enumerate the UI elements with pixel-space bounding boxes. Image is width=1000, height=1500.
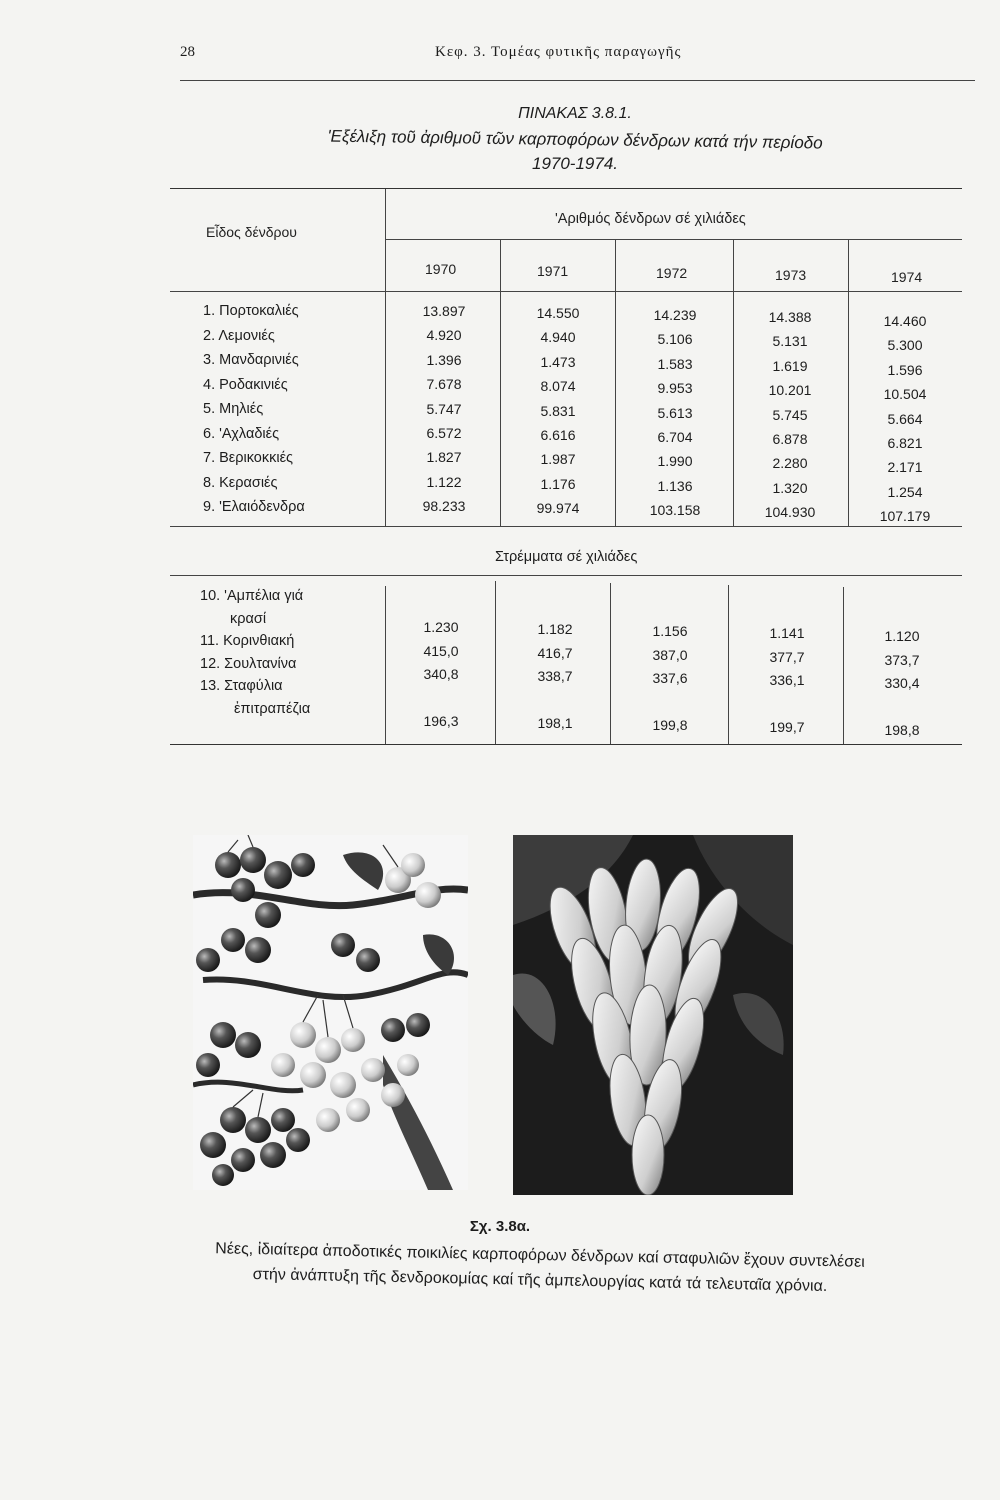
table-divider (733, 239, 734, 526)
table-cell: 7.678 (426, 376, 462, 393)
vine-name: 10. 'Αμπέλια γιά (200, 588, 304, 604)
table-divider (170, 291, 962, 292)
section-label-stremmata: Στρέμματα σέ χιλιάδες (495, 549, 638, 565)
table-cell: 338,7 (537, 668, 573, 684)
table-cell: 8.074 (540, 378, 576, 395)
table-cell: 9.953 (657, 380, 693, 397)
table-cell: 5.745 (772, 406, 808, 423)
cherries-illustration (193, 835, 468, 1190)
table-cell: 1.990 (657, 453, 693, 470)
table-cell: 103.158 (649, 502, 701, 519)
table-cell: 1.182 (537, 621, 573, 637)
year-header: 1970 (425, 261, 457, 277)
table-cell: 1.254 (887, 483, 923, 500)
year-header: 1972 (656, 265, 688, 281)
vine-column-1971 (505, 618, 605, 735)
table-cell: 199,8 (652, 716, 688, 733)
year-header: 1973 (775, 267, 807, 283)
table-cell: 5.106 (657, 331, 693, 348)
table-cell: 336,1 (769, 672, 805, 688)
table-divider (500, 239, 501, 526)
table-cell: 1.583 (657, 355, 693, 372)
value-column-1971 (508, 301, 608, 521)
table-cell: 340,8 (423, 666, 459, 682)
vine-name: κρασί (230, 610, 267, 627)
table-cell: 4.920 (426, 327, 462, 344)
table-cell: 14.239 (653, 307, 697, 323)
column-header-tree-type: Εἶδος δένδρου (206, 224, 297, 240)
grapes-illustration (513, 835, 793, 1195)
table-divider (385, 586, 386, 744)
table-cell: 377,7 (769, 648, 805, 665)
table-cell: 10.201 (768, 382, 812, 399)
table-divider (848, 239, 849, 526)
year-header: 1974 (891, 269, 923, 285)
table-cell: 14.388 (768, 309, 812, 325)
vine-name: ἐπιτραπέζια (234, 700, 311, 717)
table-cell: 6.616 (540, 427, 576, 444)
tree-name: 6. 'Αχλαδιές (203, 425, 280, 442)
tree-name: 4. Ροδακινιές (203, 376, 288, 393)
table-cell: 6.878 (772, 431, 808, 448)
table-cell: 1.176 (540, 475, 576, 492)
table-cell: 330,4 (884, 675, 920, 691)
table-cell: 104.930 (764, 504, 816, 521)
vine-name: 12. Σουλτανίνα (200, 655, 297, 672)
vine-name: 11. Κορινθιακή (200, 633, 295, 650)
table-cell: 5.747 (426, 400, 462, 417)
table-cell: 13.897 (422, 303, 466, 319)
table-cell: 196,3 (423, 712, 459, 729)
table-divider (495, 581, 496, 744)
figure-caption-line-2: στήν ἀνάπτυξη τῆς δενδροκομίας καί τῆς ἀμπελουργίας κατά τά τελευταῖα χρόνια. (252, 1265, 828, 1296)
table-title-line-1: 'Εξέλιξη τοῦ ἀριθμοῦ τῶν καρποφόρων δένδρων κατά τήν περίοδο (327, 126, 823, 153)
table-divider (610, 583, 611, 744)
table-divider (385, 189, 386, 314)
table-cell: 199,7 (769, 718, 805, 735)
table-cell: 1.987 (540, 451, 576, 468)
table-cell: 4.940 (540, 329, 576, 346)
table-cell: 14.460 (883, 313, 927, 329)
table-cell: 198,8 (884, 721, 920, 738)
table-divider (728, 585, 729, 744)
table-cell: 14.550 (536, 305, 580, 321)
vine-name: 13. Σταφύλια (200, 678, 283, 695)
table-cell: 1.619 (772, 357, 808, 374)
table-cell: 1.122 (426, 473, 462, 490)
table-cell: 99.974 (536, 500, 580, 517)
year-header: 1971 (537, 263, 569, 279)
table-cell: 387,0 (652, 646, 688, 663)
table-cell: 1.136 (657, 477, 693, 494)
table-title-line-2: 1970-1974. (531, 154, 619, 173)
table-cell: 337,6 (652, 670, 688, 686)
table-cell: 5.300 (887, 337, 923, 354)
value-column-1970 (394, 299, 494, 519)
table-cell: 6.572 (426, 425, 462, 442)
vine-column-1973 (737, 622, 837, 739)
value-column-1974 (855, 309, 955, 529)
vine-column-1974 (852, 625, 952, 742)
table-divider (170, 575, 962, 576)
table-cell: 2.171 (887, 459, 923, 476)
table-cell: 1.120 (884, 628, 920, 644)
page-number: 28 (180, 44, 195, 60)
vine-column-1970 (391, 616, 491, 733)
tree-name: 3. Μανδαρινιές (203, 352, 299, 368)
table-cell: 373,7 (884, 651, 920, 668)
table-cell: 1.156 (652, 623, 688, 639)
value-column-1973 (740, 305, 840, 525)
table-cell: 10.504 (883, 386, 927, 403)
table-cell: 6.704 (657, 429, 693, 446)
table-cell: 2.280 (772, 455, 808, 472)
table-cell: 1.141 (769, 625, 805, 641)
tree-name: 9. 'Ελαιόδενδρα (203, 499, 305, 515)
table-divider (843, 587, 844, 744)
table-cell: 5.664 (887, 410, 923, 427)
table-cell: 1.596 (887, 361, 923, 378)
tree-name: 5. Μηλιές (203, 401, 264, 417)
table-cell: 1.320 (772, 479, 808, 496)
table-cell: 198,1 (537, 714, 573, 731)
tree-name: 8. Κερασιές (203, 474, 278, 491)
table-cell: 6.821 (887, 435, 923, 452)
tree-name: 7. Βερικοκκιές (203, 450, 294, 466)
column-header-tree-count: 'Αριθμός δένδρων σέ χιλιάδες (555, 211, 746, 227)
table-cell: 1.396 (426, 351, 462, 368)
tree-name-list (203, 299, 305, 520)
table-cell: 1.827 (426, 449, 462, 466)
table-cell: 416,7 (537, 644, 573, 661)
figure-label: Σχ. 3.8α. (469, 1218, 531, 1235)
table-label: ΠΙΝΑΚΑΣ 3.8.1. (518, 105, 632, 122)
vine-column-1972 (620, 620, 720, 737)
tree-name: 1. Πορτοκαλιές (203, 303, 299, 319)
cherries-photo (193, 835, 468, 1190)
table-cell: 1.230 (423, 619, 459, 635)
table-cell: 107.179 (879, 508, 931, 525)
table-cell: 5.131 (772, 333, 808, 350)
table-divider (385, 314, 386, 526)
value-column-1972 (625, 303, 725, 523)
table-divider (615, 239, 616, 526)
table-cell: 1.473 (540, 353, 576, 370)
table-cell: 5.831 (540, 402, 576, 419)
tree-name: 2. Λεμονιές (203, 327, 275, 344)
page-header (180, 40, 975, 81)
table-divider (385, 239, 962, 240)
table-cell: 415,0 (423, 642, 459, 659)
statistics-table (170, 188, 962, 745)
vine-name-list (200, 585, 310, 721)
table-cell: 98.233 (422, 498, 466, 515)
figure-caption-line-1: Νέες, ἰδιαίτερα ἀποδοτικές ποικιλίες καρποφόρων δένδρων καί σταφυλιῶν ἔχουν συντελέσει (215, 1240, 865, 1271)
table-cell: 5.613 (657, 404, 693, 421)
running-head: Κεφ. 3. Τομέας φυτικῆς παραγωγῆς (435, 44, 682, 60)
table-divider (170, 526, 962, 527)
grapes-photo (513, 835, 793, 1195)
